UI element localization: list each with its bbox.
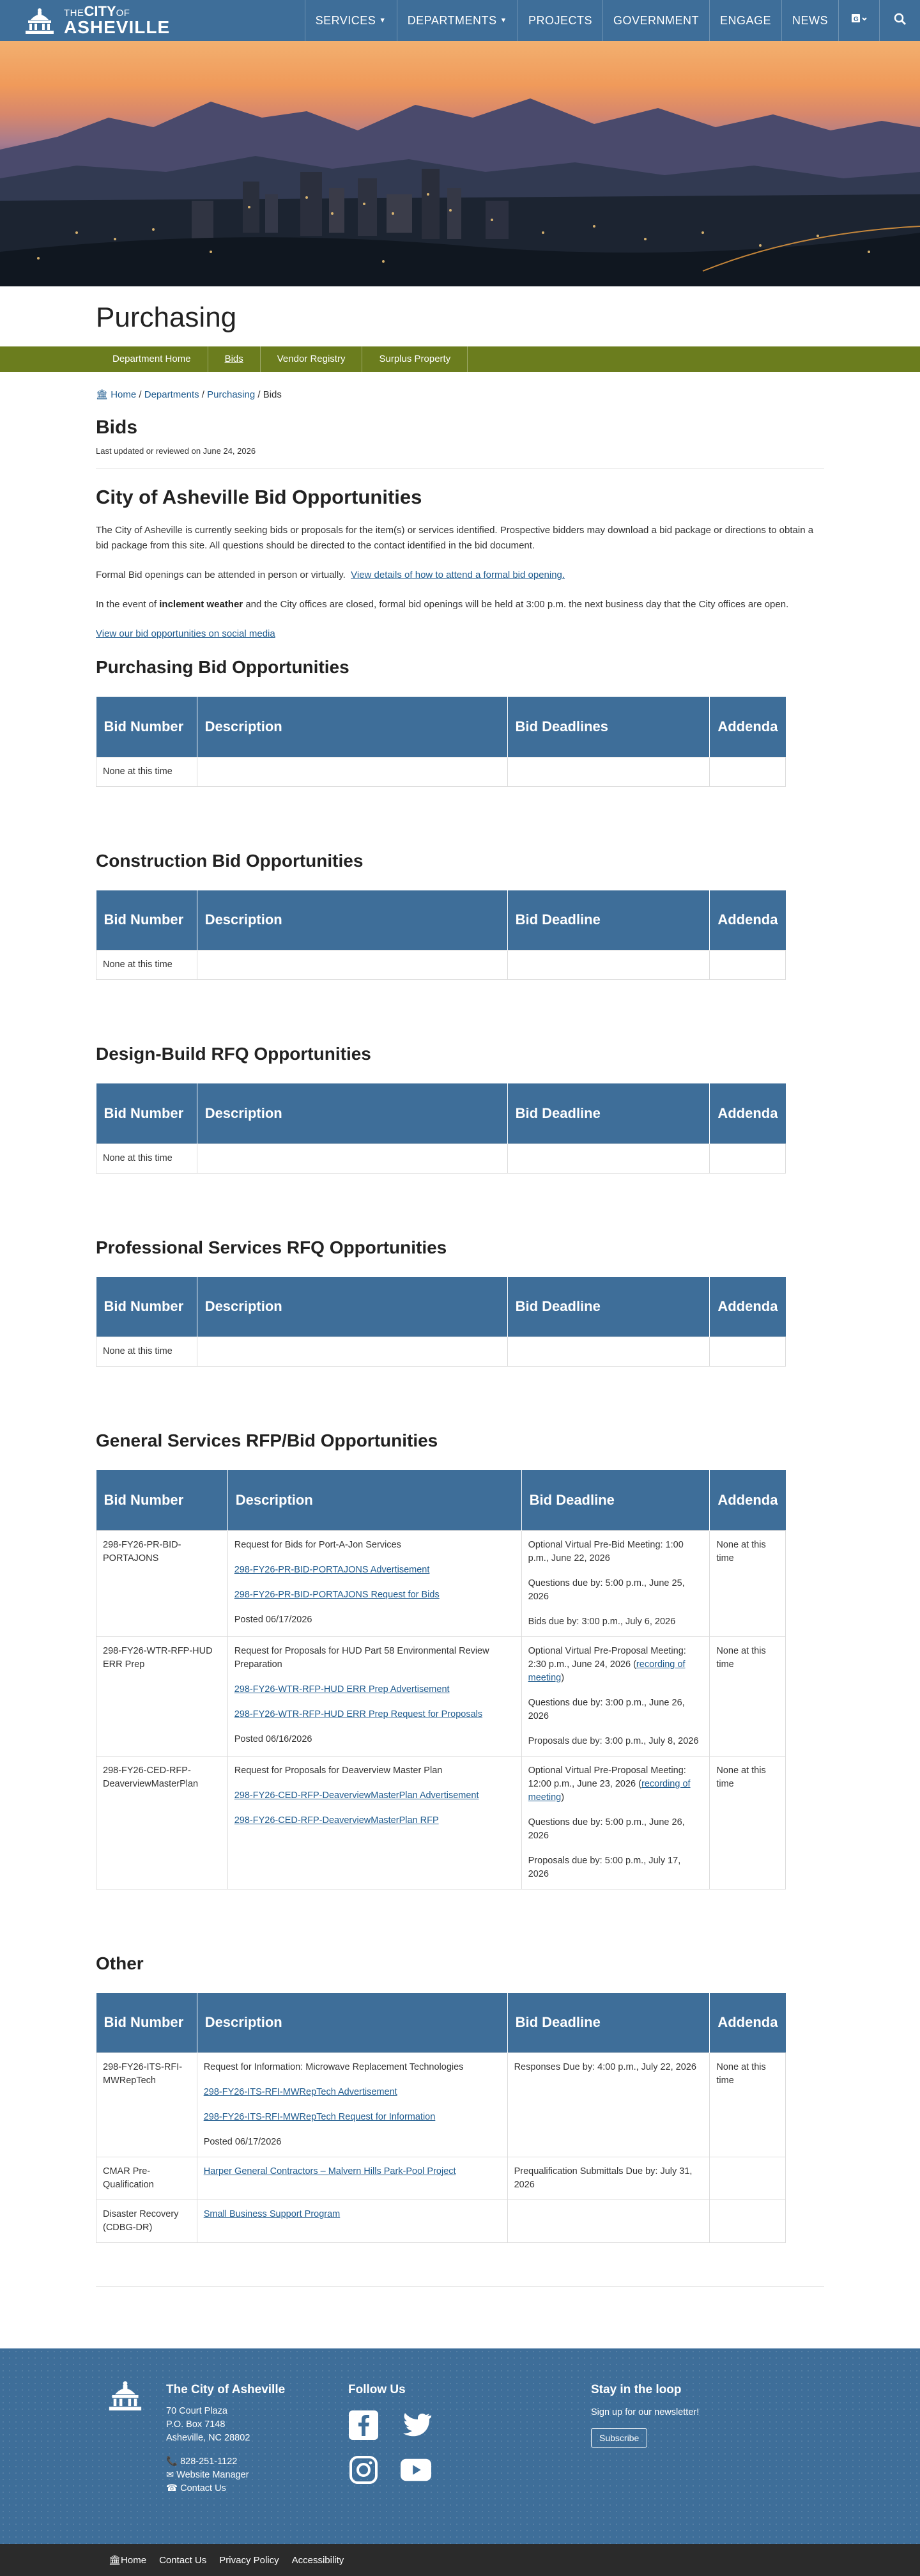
bid-number: Disaster Recovery (CDBG-DR) xyxy=(96,2200,197,2243)
table-header-row xyxy=(96,1470,786,1530)
formal-bid-text: Formal Bid openings can be attended in person or virtually. xyxy=(96,570,346,580)
hero-skyline-image xyxy=(0,41,920,286)
bid-description xyxy=(227,1636,521,1756)
breadcrumb-purchasing[interactable]: Purchasing xyxy=(207,389,256,400)
design-build-table xyxy=(96,1083,786,1174)
section-gap xyxy=(96,1174,824,1218)
table-cell xyxy=(710,757,786,786)
table-cell xyxy=(197,757,507,786)
nav-news-label: NEWS xyxy=(792,13,828,27)
project-link[interactable]: Harper General Contractors – Malvern Hills Park-Pool Project xyxy=(203,2166,456,2176)
request-link[interactable]: 298-FY26-WTR-RFP-HUD ERR Prep Request for Proposals xyxy=(234,1709,483,1719)
deadline-proposals: Proposals due by: 5:00 p.m., July 17, 2026 xyxy=(528,1855,681,1879)
construction-bids-heading: Construction Bid Opportunities xyxy=(96,850,364,871)
translate-button[interactable] xyxy=(838,0,879,41)
bid-description xyxy=(197,2200,507,2243)
table-row xyxy=(96,1636,786,1756)
breadcrumb-home[interactable] xyxy=(96,389,136,400)
deadline-meeting xyxy=(528,1764,703,1804)
logo-asheville: ASHEVILLE xyxy=(64,17,171,37)
description-text: Request for Proposals for HUD Part 58 Environmental Review Preparation xyxy=(234,1645,489,1670)
column-header: Description xyxy=(197,1083,507,1144)
table-cell xyxy=(197,1337,507,1367)
city-hall-icon xyxy=(22,6,57,35)
webmaster-label: Website Manager xyxy=(176,2470,249,2480)
address-line: 70 Court Plaza xyxy=(166,2406,227,2416)
nav-projects-label: PROJECTS xyxy=(528,13,592,27)
table-cell xyxy=(710,1337,786,1367)
subnav-bids[interactable]: Bids xyxy=(208,346,261,372)
deadline-bids: Bids due by: 3:00 p.m., July 6, 2026 xyxy=(528,1616,676,1627)
column-header: Description xyxy=(197,1993,507,2053)
design-build-heading: Design-Build RFQ Opportunities xyxy=(96,1044,371,1064)
professional-services-heading: Professional Services RFQ Opportunities xyxy=(96,1237,447,1257)
posted-date: Posted 06/17/2026 xyxy=(203,2137,282,2147)
nav-services-label: SERVICES xyxy=(315,13,376,27)
home-icon: 🏛 xyxy=(109,2555,121,2566)
address-block xyxy=(166,2405,285,2445)
bid-opportunities-heading: City of Asheville Bid Opportunities xyxy=(96,486,422,508)
logo-of: OF xyxy=(116,8,130,19)
table-header-row xyxy=(96,1993,786,2053)
social-icons xyxy=(348,2410,436,2485)
advertisement-link[interactable]: 298-FY26-WTR-RFP-HUD ERR Prep Advertisement xyxy=(234,1684,450,1695)
bottom-accessibility-link[interactable]: Accessibility xyxy=(291,2554,344,2566)
last-updated: Last updated or reviewed on June 24, 2026 xyxy=(96,446,256,456)
description-text: Request for Proposals for Deaverview Master Plan xyxy=(234,1765,443,1776)
recording-link[interactable]: recording of meeting xyxy=(528,1659,686,1683)
phone-number: 828-251-1122 xyxy=(180,2456,238,2467)
table-row xyxy=(96,1530,786,1636)
bid-description xyxy=(197,2157,507,2200)
phone-icon: 📞 xyxy=(166,2456,178,2467)
page-title: Purchasing xyxy=(96,302,237,333)
follow-heading: Follow Us xyxy=(348,2383,406,2396)
deadline-questions: Questions due by: 5:00 p.m., June 26, 2026 xyxy=(528,1817,685,1841)
empty-cell: None at this time xyxy=(96,950,197,980)
table-row xyxy=(96,2200,786,2243)
nav-services[interactable] xyxy=(305,0,397,41)
column-header: Addenda xyxy=(710,890,786,950)
bid-deadline xyxy=(521,1636,710,1756)
column-header: Bid Deadline xyxy=(507,890,710,950)
deadline-meeting-text: Optional Virtual Pre-Proposal Meeting: 2:30 p.m., June 24, 2026 ( xyxy=(528,1645,686,1670)
subnav-department-home[interactable]: Department Home xyxy=(96,346,208,372)
social-paragraph xyxy=(96,626,824,642)
addenda: None at this time xyxy=(710,2053,786,2157)
column-header: Bid Deadline xyxy=(507,1277,710,1337)
column-header: Description xyxy=(197,697,507,757)
column-header: Bid Number xyxy=(96,890,197,950)
column-header: Addenda xyxy=(710,1277,786,1337)
column-header: Description xyxy=(227,1470,521,1530)
city-logo[interactable] xyxy=(22,4,275,36)
other-table xyxy=(96,1993,786,2244)
formal-bid-link[interactable]: View details of how to attend a formal bid opening. xyxy=(351,570,565,580)
column-header: Addenda xyxy=(710,1470,786,1530)
bid-deadline xyxy=(521,1530,710,1636)
deadline-meeting-text: Optional Virtual Pre-Proposal Meeting: 12:00 p.m., June 23, 2026 ( xyxy=(528,1765,686,1789)
column-header: Description xyxy=(197,1277,507,1337)
section-gap xyxy=(96,980,824,1025)
nav-government-label: GOVERNMENT xyxy=(613,13,699,27)
nav-news[interactable] xyxy=(781,0,838,41)
purchasing-bids-table xyxy=(96,697,786,787)
table-cell xyxy=(507,950,710,980)
bid-deadline: Prequalification Submittals Due by: July 31, 2026 xyxy=(507,2157,710,2200)
logo-city: CITY xyxy=(84,3,116,19)
table-cell xyxy=(710,2157,786,2200)
chevron-down-icon: ▼ xyxy=(500,17,507,24)
footer-links xyxy=(166,2455,285,2495)
description-text: Request for Bids for Port-A-Jon Services xyxy=(234,1539,401,1550)
bid-number: 298-FY26-CED-RFP-DeaverviewMasterPlan xyxy=(96,1756,228,1889)
main-nav xyxy=(305,0,920,41)
column-header: Bid Deadlines xyxy=(507,697,710,757)
request-link[interactable]: 298-FY26-PR-BID-PORTAJONS Request for Bids xyxy=(234,1589,440,1600)
footer-org-name: The City of Asheville xyxy=(166,2383,286,2396)
breadcrumb-departments[interactable]: Departments xyxy=(144,389,199,400)
table-cell xyxy=(197,950,507,980)
deadline-meeting: Optional Virtual Pre-Bid Meeting: 1:00 p.m., June 22, 2026 xyxy=(528,1539,684,1563)
divider xyxy=(96,2286,824,2287)
home-icon: 🏛 xyxy=(96,389,109,400)
bid-deadline: Responses Due by: 4:00 p.m., July 22, 2026 xyxy=(507,2053,710,2157)
empty-cell: None at this time xyxy=(96,757,197,786)
table-row xyxy=(96,757,786,786)
program-link[interactable]: Small Business Support Program xyxy=(203,2209,341,2219)
subscribe-button[interactable]: Subscribe xyxy=(591,2428,647,2448)
nav-government[interactable] xyxy=(602,0,709,41)
posted-date: Posted 06/17/2026 xyxy=(234,1614,312,1625)
table-header-row xyxy=(96,890,786,950)
nav-departments-label: DEPARTMENTS xyxy=(407,13,497,27)
column-header: Bid Number xyxy=(96,1083,197,1144)
chevron-down-icon: ▼ xyxy=(379,17,387,24)
table-row xyxy=(96,1756,786,1889)
table-cell xyxy=(507,1337,710,1367)
bid-number: 298-FY26-ITS-RFI-MWRepTech xyxy=(96,2053,197,2157)
newsletter-text: Sign up for our newsletter! xyxy=(591,2407,700,2417)
deadline-questions: Questions due by: 3:00 p.m., June 26, 2026 xyxy=(528,1697,685,1721)
bid-description xyxy=(197,2053,507,2157)
formal-bid-paragraph xyxy=(96,568,824,583)
table-cell xyxy=(710,2200,786,2243)
bid-description xyxy=(227,1530,521,1636)
breadcrumb xyxy=(96,389,824,400)
main-content xyxy=(96,389,824,2287)
contact-label: Contact Us xyxy=(180,2483,226,2494)
twitter-icon[interactable] xyxy=(401,2410,431,2440)
advertisement-link[interactable]: 298-FY26-CED-RFP-DeaverviewMasterPlan Advertisement xyxy=(234,1790,479,1801)
nav-departments[interactable] xyxy=(397,0,518,41)
section-gap xyxy=(96,1889,824,1934)
email-icon: ✉ xyxy=(166,2470,174,2480)
advertisement-link[interactable]: 298-FY26-ITS-RFI-MWRepTech Advertisement xyxy=(203,2087,397,2097)
subnav-surplus-property[interactable]: Surplus Property xyxy=(362,346,468,372)
empty-cell: None at this time xyxy=(96,1337,197,1367)
breadcrumb-separator: / xyxy=(257,389,261,400)
footer-bottom-bar xyxy=(0,2544,920,2576)
address-line: P.O. Box 7148 xyxy=(166,2419,226,2430)
column-header: Bid Number xyxy=(96,697,197,757)
column-header: Bid Number xyxy=(96,1470,228,1530)
table-cell xyxy=(710,950,786,980)
posted-date: Posted 06/16/2026 xyxy=(234,1734,312,1744)
instagram-icon[interactable] xyxy=(348,2455,379,2485)
bid-deadline xyxy=(521,1756,710,1889)
construction-bids-table xyxy=(96,890,786,981)
general-services-heading: General Services RFP/Bid Opportunities xyxy=(96,1431,438,1450)
address-line: Asheville, NC 28802 xyxy=(166,2433,250,2443)
section-gap xyxy=(96,1367,824,1411)
general-services-table xyxy=(96,1470,786,1889)
table-row xyxy=(96,1144,786,1173)
weather-paragraph xyxy=(96,597,824,612)
footer-newsletter xyxy=(591,2383,699,2448)
bid-number: 298-FY26-PR-BID-PORTAJONS xyxy=(96,1530,228,1636)
bid-description xyxy=(227,1756,521,1889)
intro-paragraph: The City of Asheville is currently seeking bids or proposals for the item(s) or services identified. Prospective bidders may download a bid package or directions to obtain a bid package from this site. All questions should be directed to the contact identified in the bid document. xyxy=(96,525,814,551)
deadline-meeting xyxy=(528,1645,703,1685)
contact-icon: ☎ xyxy=(166,2483,178,2494)
column-header: Description xyxy=(197,890,507,950)
request-link[interactable]: 298-FY26-ITS-RFI-MWRepTech Request for Information xyxy=(203,2112,436,2122)
nav-engage-label: ENGAGE xyxy=(719,13,771,27)
breadcrumb-separator: / xyxy=(201,389,204,400)
paren: ) xyxy=(561,1672,565,1683)
nav-projects[interactable] xyxy=(518,0,602,41)
section-gap xyxy=(96,787,824,832)
search-icon xyxy=(894,13,907,29)
breadcrumb-separator: / xyxy=(139,389,142,400)
addenda: None at this time xyxy=(710,1530,786,1636)
logo-the: THE xyxy=(64,8,84,19)
column-header: Bid Deadline xyxy=(507,1993,710,2053)
table-header-row xyxy=(96,697,786,757)
newsletter-heading: Stay in the loop xyxy=(591,2383,682,2396)
translate-icon xyxy=(851,13,868,29)
column-header: Addenda xyxy=(710,1993,786,2053)
department-subnav xyxy=(0,346,920,372)
column-header: Addenda xyxy=(710,697,786,757)
advertisement-link[interactable]: 298-FY26-PR-BID-PORTAJONS Advertisement xyxy=(234,1564,430,1575)
bottom-home-label: Home xyxy=(121,2555,147,2566)
city-hall-icon xyxy=(105,2378,146,2412)
social-media-link[interactable]: View our bid opportunities on social media xyxy=(96,628,275,639)
recording-link[interactable]: recording of meeting xyxy=(528,1778,691,1803)
table-row xyxy=(96,1337,786,1367)
breadcrumb-current: Bids xyxy=(263,389,282,400)
addenda: None at this time xyxy=(710,1756,786,1889)
footer-contact xyxy=(166,2383,285,2495)
deadline-proposals: Proposals due by: 3:00 p.m., July 8, 2026 xyxy=(528,1735,699,1746)
table-cell xyxy=(197,1144,507,1173)
request-link[interactable]: 298-FY26-CED-RFP-DeaverviewMasterPlan RFP xyxy=(234,1815,439,1826)
search-button[interactable] xyxy=(879,0,920,41)
table-row xyxy=(96,950,786,980)
footer-phone[interactable] xyxy=(166,2455,285,2469)
table-row xyxy=(96,2157,786,2200)
site-header xyxy=(0,0,920,41)
footer-follow xyxy=(348,2383,436,2485)
weather-text-post: and the City offices are closed, formal bid openings will be held at 3:00 p.m. the next business day that the City offices are open. xyxy=(245,599,789,610)
table-cell xyxy=(507,757,710,786)
nav-engage[interactable] xyxy=(709,0,781,41)
weather-text-pre: In the event of xyxy=(96,599,157,610)
bids-heading: Bids xyxy=(96,417,138,438)
deadline-questions: Questions due by: 5:00 p.m., June 25, 2026 xyxy=(528,1578,685,1602)
column-header: Bid Deadline xyxy=(521,1470,710,1530)
table-cell xyxy=(507,1144,710,1173)
purchasing-bids-heading: Purchasing Bid Opportunities xyxy=(96,657,349,677)
column-header: Bid Deadline xyxy=(507,1083,710,1144)
empty-cell: None at this time xyxy=(96,1144,197,1173)
logo-wordmark xyxy=(64,4,170,36)
weather-text-bold: inclement weather xyxy=(159,599,243,610)
column-header: Bid Number xyxy=(96,1993,197,2053)
other-heading: Other xyxy=(96,1953,144,1973)
bottom-home-link[interactable] xyxy=(109,2554,146,2566)
bid-number: CMAR Pre-Qualification xyxy=(96,2157,197,2200)
svg-text:G: G xyxy=(853,15,859,23)
facebook-icon[interactable] xyxy=(348,2410,379,2440)
column-header: Bid Number xyxy=(96,1277,197,1337)
table-header-row xyxy=(96,1083,786,1144)
breadcrumb-home-label: Home xyxy=(111,389,137,400)
subnav-vendor-registry[interactable]: Vendor Registry xyxy=(261,346,363,372)
footer-contact-us[interactable] xyxy=(166,2482,285,2495)
bid-number: 298-FY26-WTR-RFP-HUD ERR Prep xyxy=(96,1636,228,1756)
table-cell xyxy=(507,2200,710,2243)
table-header-row xyxy=(96,1277,786,1337)
bottom-contact-link[interactable]: Contact Us xyxy=(159,2554,207,2566)
table-row xyxy=(96,2053,786,2157)
footer-webmaster[interactable] xyxy=(166,2469,285,2482)
addenda: None at this time xyxy=(710,1636,786,1756)
bottom-privacy-link[interactable]: Privacy Policy xyxy=(219,2554,279,2566)
paren: ) xyxy=(561,1792,565,1803)
site-footer xyxy=(0,2348,920,2544)
column-header: Addenda xyxy=(710,1083,786,1144)
youtube-icon[interactable] xyxy=(401,2455,431,2485)
professional-services-table xyxy=(96,1277,786,1367)
table-cell xyxy=(710,1144,786,1173)
description-text: Request for Information: Microwave Replacement Technologies xyxy=(203,2062,464,2072)
